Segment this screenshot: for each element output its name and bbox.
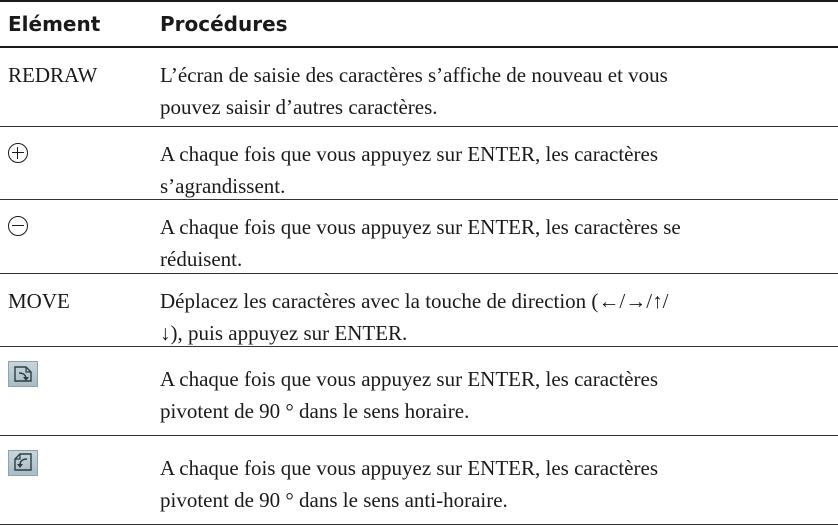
row-procedure-move [160,285,832,349]
procedure-line: pivotent de 90 ° dans le sens horaire. [160,399,470,423]
header-element: Elément [8,12,101,36]
procedure-line: pivotent de 90 ° dans le sens anti-horaire. [160,488,508,512]
procedure-line: réduisent. [160,247,243,271]
circled-minus-icon [8,216,28,236]
procedure-line: A chaque fois que vous appuyez sur ENTER, les caractères [160,367,658,391]
table-row-rotate-cw [0,347,838,436]
row-procedure-rotate-cw [160,363,832,427]
rotate-counterclockwise-icon [8,450,38,476]
table-row-reduce [0,200,838,274]
row-element-enlarge [8,138,28,170]
procedure-line: pouvez saisir d’autres caractères. [160,95,438,119]
row-procedure-enlarge [160,138,832,202]
procedure-line: ↓), puis appuyez sur ENTER. [160,321,408,345]
procedure-line: A chaque fois que vous appuyez sur ENTER, les caractères se [160,215,681,239]
header-procedures: Procédures [160,12,288,36]
table-header [0,2,838,48]
row-element-reduce [8,211,28,243]
table-row-enlarge [0,127,838,200]
table-row-move [0,274,838,347]
procedure-line: Déplacez les caractères avec la touche de direction (←/→/↑/ [160,289,669,313]
procedure-line: L’écran de saisie des caractères s’affiche de nouveau et vous [160,63,668,87]
procedure-line: A chaque fois que vous appuyez sur ENTER, les caractères [160,142,658,166]
row-element-move: MOVE [8,289,70,313]
row-procedure-reduce [160,211,832,275]
circled-plus-icon [8,143,28,163]
table-row-redraw [0,48,838,127]
row-procedure-redraw [160,59,832,123]
rotate-clockwise-icon [8,361,38,387]
row-procedure-rotate-ccw [160,452,832,516]
procedure-line: A chaque fois que vous appuyez sur ENTER, les caractères [160,456,658,480]
table-row-rotate-ccw [0,436,838,525]
row-element-redraw: REDRAW [8,63,98,87]
procedure-line: s’agrandissent. [160,174,286,198]
